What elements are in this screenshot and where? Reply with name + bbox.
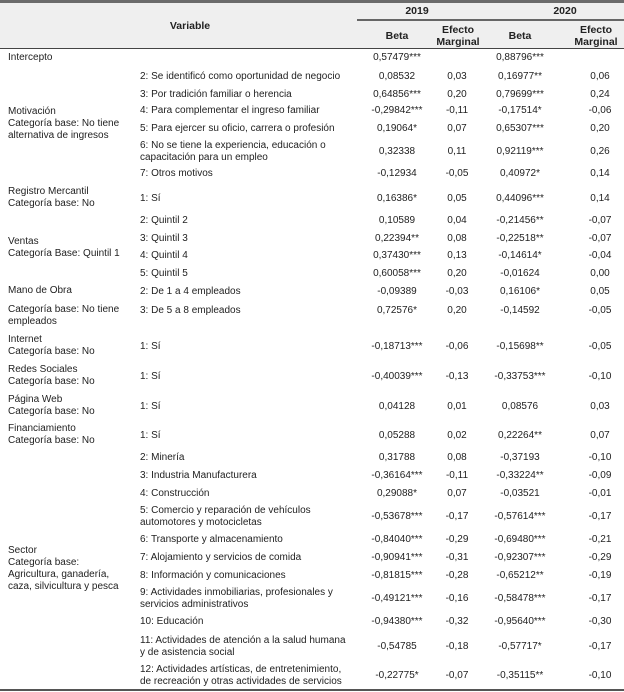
group-label-line: Financiamiento	[8, 423, 76, 434]
marginal-2019-cell: -0,11	[445, 470, 469, 481]
marginal-2020-cell: 0,07	[590, 430, 610, 441]
category-label-line: 6: Transporte y almacenamiento	[140, 534, 283, 545]
marginal-2019-cell: 0,08	[447, 233, 467, 244]
marginal-2020-cell: -0,06	[588, 105, 612, 116]
header-efecto-label: Efecto	[579, 24, 613, 36]
marginal-2020-cell: 0,05	[590, 286, 610, 297]
beta-2019-cell: -0,94380***	[371, 616, 423, 627]
variable-group-label	[8, 106, 119, 142]
category-label-line: 10: Educación	[140, 616, 204, 627]
header-beta-2020: Beta	[508, 30, 532, 42]
marginal-2019-cell: -0,11	[445, 105, 469, 116]
marginal-2020-cell: 0,26	[590, 146, 610, 157]
header-marginal-label: Marginal	[574, 36, 618, 48]
beta-2019-cell: 0,22394**	[375, 233, 419, 244]
marginal-2019-cell: -0,05	[445, 168, 469, 179]
marginal-2019-cell: 0,11	[447, 146, 467, 157]
beta-2020-cell: 0,44096***	[496, 193, 544, 204]
marginal-2019-cell: 0,01	[447, 401, 467, 412]
beta-2019-cell: 0,29088*	[376, 488, 418, 499]
marginal-2020-cell: 0,14	[590, 168, 610, 179]
category-label-line: 9: Actividades inmobiliarias, profesionales y	[140, 587, 333, 598]
beta-2019-cell: -0,54785	[377, 641, 417, 652]
header-year-2020: 2020	[553, 5, 577, 17]
bottom-rule	[0, 689, 624, 691]
beta-2019-cell: -0,29842***	[371, 105, 423, 116]
beta-2019-cell: 0,04128	[378, 401, 416, 412]
marginal-2020-cell: -0,07	[588, 233, 612, 244]
beta-2020-cell: 0,08576	[501, 401, 539, 412]
category-label-line: 4: Construcción	[140, 488, 210, 499]
marginal-2020-cell: 0,24	[590, 89, 610, 100]
group-label-line: Motivación	[8, 106, 56, 117]
marginal-2020-cell: -0,05	[588, 305, 612, 316]
beta-2019-cell: 0,05288	[378, 430, 416, 441]
marginal-2020-cell: -0,01	[588, 488, 612, 499]
beta-2019-cell: 0,72576*	[376, 305, 418, 316]
beta-2019-cell: -0,12934	[377, 168, 417, 179]
beta-2020-cell: -0,65212**	[496, 570, 544, 581]
variable-group-label	[8, 186, 95, 210]
category-label-line: 2: Minería	[140, 452, 185, 463]
marginal-2019-cell: 0,08	[447, 452, 467, 463]
category-label-line: 1: Sí	[140, 371, 161, 382]
category-label	[140, 430, 161, 442]
marginal-2019-cell: -0,32	[445, 616, 469, 627]
marginal-2020-cell: -0,07	[588, 215, 612, 226]
beta-2020-cell: 0,88796***	[496, 52, 544, 63]
beta-2020-cell: 0,16106*	[499, 286, 541, 297]
header-year-2019: 2019	[405, 5, 429, 17]
category-label	[140, 305, 241, 317]
marginal-2019-cell: -0,16	[445, 593, 469, 604]
category-label-line: 5: Comercio y reparación de vehículos	[140, 505, 311, 516]
group-label-line: Categoría base:	[8, 557, 80, 568]
header-efecto-2019	[432, 24, 484, 48]
group-label-line: alternativa de ingresos	[8, 130, 109, 141]
category-label-line: 3: Por tradición familiar o herencia	[140, 89, 292, 100]
category-label-line: 7: Otros motivos	[140, 168, 213, 179]
category-label-line: capacitación para un empleo	[140, 152, 268, 163]
marginal-2019-cell: 0,13	[447, 250, 467, 261]
marginal-2019-cell: 0,20	[447, 268, 467, 279]
marginal-2020-cell: -0,29	[588, 552, 612, 563]
group-label-line: Internet	[8, 334, 42, 345]
category-label-line: 1: Sí	[140, 401, 161, 412]
beta-2020-cell: 0,92119***	[496, 146, 544, 157]
marginal-2020-cell: 0,06	[590, 71, 610, 82]
beta-2020-cell: -0,57717*	[498, 641, 542, 652]
marginal-2019-cell: 0,03	[447, 71, 467, 82]
marginal-2020-cell: 0,20	[590, 123, 610, 134]
category-label-line: servicios administrativos	[140, 599, 249, 610]
beta-2019-cell: 0,64856***	[373, 89, 421, 100]
marginal-2019-cell: -0,06	[445, 341, 469, 352]
variable-group-label	[8, 364, 95, 388]
beta-2019-cell: 0,37430***	[373, 250, 421, 261]
beta-2019-cell: -0,90941***	[371, 552, 423, 563]
group-label-line: Categoría base: No	[8, 198, 95, 209]
category-label	[140, 168, 213, 180]
category-label	[140, 215, 188, 227]
marginal-2019-cell: 0,20	[447, 89, 467, 100]
marginal-2020-cell: -0,17	[588, 593, 612, 604]
category-label	[140, 488, 209, 500]
marginal-2019-cell: 0,02	[447, 430, 467, 441]
marginal-2020-cell: 0,14	[590, 193, 610, 204]
beta-2019-cell: -0,81815***	[371, 570, 423, 581]
marginal-2019-cell: 0,20	[447, 305, 467, 316]
beta-2019-cell: -0,22775*	[375, 670, 419, 681]
beta-2020-cell: 0,79699***	[496, 89, 544, 100]
variable-group-label	[8, 304, 119, 328]
category-label-line: 8: Información y comunicaciones	[140, 570, 286, 581]
category-label	[140, 89, 292, 101]
beta-2019-cell: -0,84040***	[371, 534, 423, 545]
category-label	[140, 250, 188, 262]
group-label-line: Intercepto	[8, 52, 53, 63]
group-label-line: Categoría base: No	[8, 346, 95, 357]
group-label-line: Categoría Base: Quintil 1	[8, 248, 120, 259]
group-label-line: Categoría base: No tiene	[8, 118, 120, 129]
variable-group-label	[8, 394, 95, 418]
category-label-line: 3: Industria Manufacturera	[140, 470, 257, 481]
category-label-line: 3: Quintil 3	[140, 233, 188, 244]
beta-2020-cell: -0,35115**	[496, 670, 544, 681]
category-label-line: de recreación y otras actividades de servicios	[140, 676, 342, 687]
marginal-2019-cell: -0,31	[445, 552, 469, 563]
category-label-line: 1: Sí	[140, 341, 161, 352]
marginal-2019-cell: -0,28	[445, 570, 469, 581]
beta-2020-cell: -0,21456**	[496, 215, 544, 226]
variable-group-label	[8, 334, 95, 358]
beta-2020-cell: -0,33224**	[496, 470, 544, 481]
group-label-line: caza, silvicultura y pesca	[8, 581, 119, 592]
beta-2019-cell: 0,57479***	[373, 52, 421, 63]
category-label	[140, 140, 326, 164]
marginal-2019-cell: -0,13	[445, 371, 469, 382]
group-label-line: Categoría base: No	[8, 376, 95, 387]
beta-2020-cell: -0,22518**	[496, 233, 544, 244]
marginal-2020-cell: 0,03	[590, 401, 610, 412]
header-marginal-label: Marginal	[436, 36, 480, 48]
group-label-line: Redes Sociales	[8, 364, 78, 375]
category-label-line: 11: Actividades de atención a la salud humana	[140, 635, 346, 646]
marginal-2019-cell: 0,07	[447, 488, 467, 499]
category-label-line: 1: Sí	[140, 430, 161, 441]
category-label	[140, 268, 188, 280]
category-label	[140, 664, 342, 688]
marginal-2019-cell: 0,04	[447, 215, 467, 226]
group-label-line: empleados	[8, 316, 57, 327]
category-label-line: 4: Para complementar el ingreso familiar	[140, 105, 320, 116]
header-beta-2019: Beta	[385, 30, 409, 42]
marginal-2020-cell: -0,30	[588, 616, 612, 627]
beta-2020-cell: -0,17514*	[498, 105, 542, 116]
category-label	[140, 616, 203, 628]
category-label	[140, 233, 188, 245]
marginal-2020-cell: -0,10	[588, 452, 612, 463]
group-label-line: Agricultura, ganadería,	[8, 569, 110, 580]
group-label-line: Mano de Obra	[8, 285, 72, 296]
variable-group-label	[8, 52, 52, 64]
beta-2020-cell: -0,14614*	[498, 250, 542, 261]
group-label-line: Ventas	[8, 236, 39, 247]
category-label-line: 3: De 5 a 8 empleados	[140, 305, 241, 316]
marginal-2020-cell: -0,05	[588, 341, 612, 352]
beta-2019-cell: 0,08532	[378, 71, 416, 82]
beta-2020-cell: -0,57614***	[494, 511, 546, 522]
marginal-2020-cell: -0,10	[588, 670, 612, 681]
beta-2020-cell: -0,14592	[500, 305, 540, 316]
variable-group-label	[8, 285, 72, 297]
category-label	[140, 534, 283, 546]
beta-2019-cell: 0,32338	[378, 146, 416, 157]
variable-group-label	[8, 423, 95, 447]
marginal-2020-cell: 0,00	[590, 268, 610, 279]
marginal-2019-cell: -0,03	[445, 286, 469, 297]
marginal-2019-cell: -0,17	[445, 511, 469, 522]
category-label	[140, 587, 333, 611]
category-label-line: y de asistencia social	[140, 647, 235, 658]
group-label-line: Categoría base: No	[8, 435, 95, 446]
beta-2020-cell: -0,01624	[500, 268, 540, 279]
category-label-line: 12: Actividades artísticas, de entretenimiento,	[140, 664, 342, 675]
beta-2020-cell: -0,58478***	[494, 593, 546, 604]
beta-2020-cell: 0,16977**	[498, 71, 542, 82]
beta-2019-cell: -0,09389	[377, 286, 417, 297]
beta-2019-cell: -0,18713***	[371, 341, 423, 352]
category-label	[140, 552, 301, 564]
beta-2020-cell: 0,22264**	[498, 430, 542, 441]
category-label-line: 2: Se identificó como oportunidad de negocio	[140, 71, 341, 82]
marginal-2020-cell: -0,04	[588, 250, 612, 261]
category-label	[140, 71, 340, 83]
beta-2020-cell: -0,95640***	[494, 616, 546, 627]
beta-2020-cell: -0,69480***	[494, 534, 546, 545]
beta-2019-cell: -0,40039***	[371, 371, 423, 382]
variable-group-label	[8, 236, 120, 260]
beta-2020-cell: -0,37193	[500, 452, 540, 463]
beta-2020-cell: -0,03521	[500, 488, 540, 499]
marginal-2020-cell: -0,19	[588, 570, 612, 581]
beta-2019-cell: 0,19064*	[376, 123, 418, 134]
header-rule	[0, 48, 624, 49]
beta-2019-cell: 0,10589	[378, 215, 416, 226]
category-label	[140, 341, 161, 353]
marginal-2020-cell: -0,17	[588, 641, 612, 652]
group-label-line: Sector	[8, 545, 37, 556]
category-label-line: automotores y motocicletas	[140, 517, 262, 528]
group-label-line: Página Web	[8, 394, 63, 405]
marginal-2019-cell: 0,07	[447, 123, 467, 134]
category-label	[140, 401, 161, 413]
beta-2020-cell: -0,33753***	[494, 371, 546, 382]
marginal-2020-cell: -0,17	[588, 511, 612, 522]
category-label	[140, 123, 335, 135]
category-label	[140, 371, 161, 383]
marginal-2019-cell: -0,29	[445, 534, 469, 545]
beta-2019-cell: 0,31788	[378, 452, 416, 463]
category-label-line: 1: Sí	[140, 193, 161, 204]
beta-2020-cell: -0,92307***	[494, 552, 546, 563]
category-label-line: 2: Quintil 2	[140, 215, 188, 226]
category-label	[140, 635, 346, 659]
marginal-2020-cell: -0,09	[588, 470, 612, 481]
marginal-2019-cell: 0,05	[447, 193, 467, 204]
category-label	[140, 193, 161, 205]
beta-2020-cell: -0,15698**	[496, 341, 544, 352]
header-variable: Variable	[169, 20, 211, 32]
group-label-line: Categoría base: No tiene	[8, 304, 120, 315]
year-rule	[357, 19, 624, 21]
category-label	[140, 452, 184, 464]
variable-group-label	[8, 545, 119, 593]
category-label	[140, 505, 311, 529]
marginal-2019-cell: -0,18	[445, 641, 469, 652]
category-label-line: 7: Alojamiento y servicios de comida	[140, 552, 302, 563]
beta-2019-cell: 0,60058***	[373, 268, 421, 279]
category-label	[140, 105, 320, 117]
beta-2020-cell: 0,65307***	[496, 123, 544, 134]
category-label	[140, 570, 286, 582]
marginal-2020-cell: -0,10	[588, 371, 612, 382]
category-label-line: 5: Para ejercer su oficio, carrera o profesión	[140, 123, 335, 134]
beta-2019-cell: -0,53678***	[371, 511, 423, 522]
beta-2019-cell: 0,16386*	[376, 193, 418, 204]
header-efecto-label: Efecto	[441, 24, 475, 36]
group-label-line: Categoría base: No	[8, 406, 95, 417]
category-label-line: 2: De 1 a 4 empleados	[140, 286, 241, 297]
marginal-2020-cell: -0,21	[588, 534, 612, 545]
header-efecto-2020	[568, 24, 624, 48]
beta-2019-cell: -0,36164***	[371, 470, 423, 481]
category-label	[140, 286, 241, 298]
beta-2019-cell: -0,49121***	[371, 593, 423, 604]
category-label-line: 5: Quintil 5	[140, 268, 188, 279]
group-label-line: Registro Mercantil	[8, 186, 89, 197]
marginal-2019-cell: -0,07	[445, 670, 469, 681]
beta-2020-cell: 0,40972*	[499, 168, 541, 179]
category-label-line: 4: Quintil 4	[140, 250, 188, 261]
category-label	[140, 470, 257, 482]
category-label-line: 6: No se tiene la experiencia, educación o	[140, 140, 326, 151]
